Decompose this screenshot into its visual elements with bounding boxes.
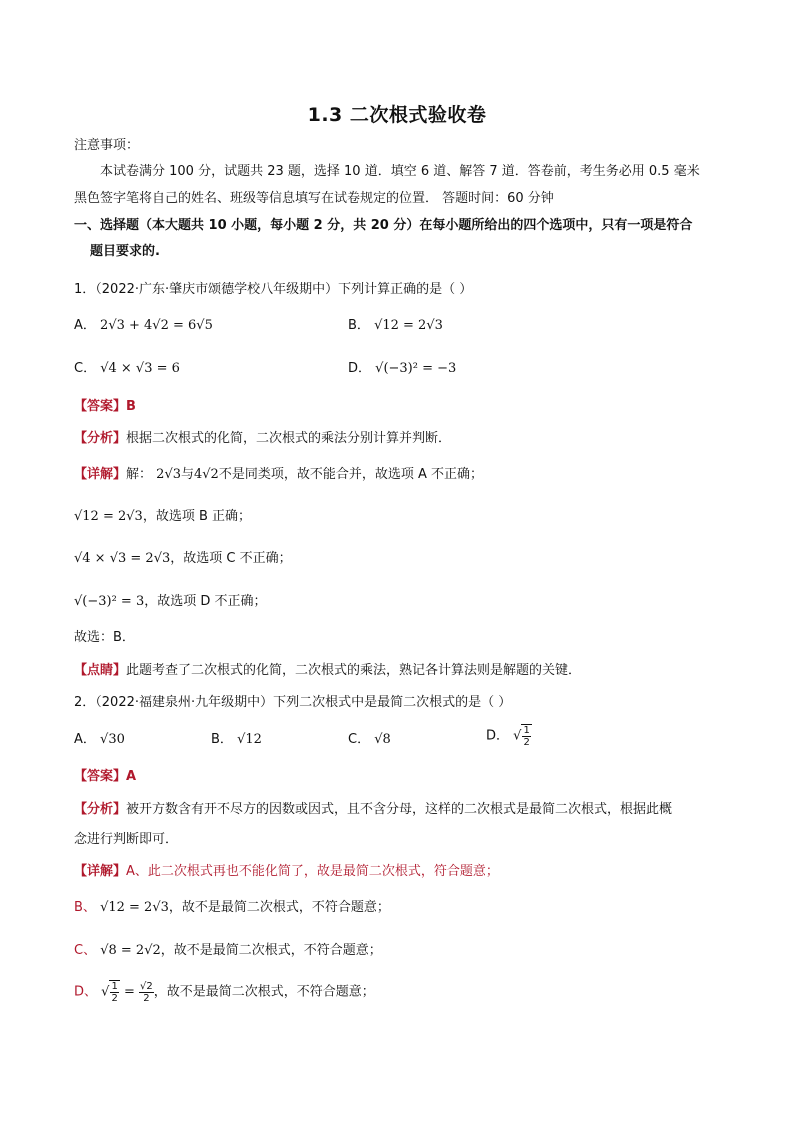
q1-option-a-label: A．	[74, 318, 96, 333]
q2-option-c-label: C．	[348, 732, 371, 747]
fraction-numerator: 1	[523, 725, 530, 736]
q1-analysis	[74, 430, 451, 448]
q1-option-c-expr: √4 × √3 = 6	[100, 361, 180, 376]
answer-tag: 【答案】	[74, 769, 127, 784]
q1-answer-value: B	[126, 399, 136, 414]
q1-choose: 故选：B．	[74, 630, 135, 645]
q1-comment-text: 此题考查了二次根式的化简，二次根式的乘法，熟记各计算法则是解题的关键．	[126, 663, 582, 678]
analysis-tag: 【分析】	[74, 431, 127, 446]
q2-detail-c-post: ，故不是最简二次根式，不符合题意；	[160, 943, 382, 958]
q1-analysis-text: 根据二次根式的化简，二次根式的乘法分别计算并判断．	[126, 431, 452, 446]
q1-option-b-expr: √12 = 2√3	[374, 318, 443, 333]
q2-option-d	[486, 724, 532, 748]
q2-detail-b-post: ，故不是最简二次根式，不符合题意；	[168, 900, 390, 915]
q1-detail-2-math: √12 = 2√3	[74, 509, 143, 524]
q1-detail-4-math: √(−3)² = 3	[74, 594, 145, 609]
q2-option-a-expr: √30	[100, 732, 125, 747]
q1-detail-3-math: √4 × √3 = 2√3	[74, 551, 171, 566]
fraction-numerator: √2	[140, 980, 153, 992]
q2-detail-a	[74, 863, 499, 881]
q2-analysis-line-1	[74, 801, 672, 819]
q2-stem: 2．（2022·福建泉州·九年级期中）下列二次根式中是最简二次根式的是（ ）	[74, 695, 512, 710]
fraction-denominator: 2	[143, 992, 150, 1004]
q2-detail-d-label: D、	[74, 984, 98, 1000]
q1-option-a-expr: 2√3 + 4√2 = 6√5	[100, 318, 213, 333]
q2-option-a-label: A．	[74, 732, 96, 747]
q1-detail-2	[74, 508, 251, 526]
fraction-denominator: 2	[111, 993, 118, 1004]
fraction-denominator: 2	[523, 737, 530, 748]
q1-option-a	[74, 317, 213, 335]
q2-option-b-expr: √12	[237, 732, 262, 747]
q2-detail-b-label: B、	[74, 900, 96, 915]
q1-detail-3	[74, 550, 292, 568]
q1-option-c	[74, 360, 180, 378]
q1-answer	[74, 398, 136, 416]
q2-option-a	[74, 731, 125, 749]
q1-detail-4-post: ，故选项 D 不正确；	[144, 594, 267, 609]
q1-option-d-label: D．	[348, 361, 372, 376]
q1-option-d	[348, 360, 456, 378]
q1-detail-4	[74, 593, 267, 611]
analysis-tag: 【分析】	[74, 802, 127, 817]
q2-detail-d-rhs-fraction	[139, 981, 154, 1004]
notice-line-1: 本试卷满分 100 分，试题共 23 题，选择 10 道．填空 6 道、解答 7 道．答卷前，考生务必用 0.5 毫米	[100, 164, 700, 179]
detail-tag: 【详解】	[74, 467, 127, 482]
q2-detail-d-post: ，故不是最简二次根式，不符合题意；	[153, 984, 375, 1000]
q2-detail-a-text: A、此二次根式再也不能化简了，故是最简二次根式，符合题意；	[126, 864, 499, 879]
q2-detail-c	[74, 942, 382, 960]
q1-comment	[74, 662, 581, 680]
q2-detail-b	[74, 899, 390, 917]
answer-tag: 【答案】	[74, 399, 127, 414]
page-title: 1.3 二次根式验收卷	[307, 104, 487, 126]
q2-option-b-label: B．	[211, 732, 233, 747]
q2-detail-c-math: √8 = 2√2	[100, 943, 161, 958]
q2-answer	[74, 768, 136, 786]
radical-sign: √	[513, 728, 522, 744]
q2-option-b	[211, 731, 262, 749]
radical-sign: √	[101, 984, 110, 1000]
q2-answer-value: A	[126, 769, 137, 784]
q2-detail-c-label: C、	[74, 943, 97, 958]
q1-detail-1-post: 不是同类项，故不能合并，故选项 A 不正确；	[218, 467, 483, 482]
q1-detail-1-math: 2√3与4√2	[156, 467, 219, 482]
q2-option-c-expr: √8	[374, 732, 391, 747]
q1-option-b	[348, 317, 443, 335]
q2-analysis-line-2: 念进行判断即可．	[74, 832, 179, 847]
q2-option-d-label: D．	[486, 728, 510, 744]
notice-heading: 注意事项：	[74, 138, 140, 153]
q1-detail-1-pre: 解：	[126, 467, 153, 482]
q1-detail-2-post: ，故选项 B 正确；	[142, 509, 251, 524]
equals-sign: =	[123, 984, 135, 1000]
q2-detail-d	[74, 980, 375, 1004]
q2-option-d-fraction	[521, 724, 531, 748]
notice-line-2: 黑色签字笔将自己的姓名、班级等信息填写在试卷规定的位置． 答题时间：60 分钟	[74, 191, 554, 206]
q1-option-b-label: B．	[348, 318, 370, 333]
fraction-numerator: 1	[111, 981, 118, 992]
comment-tag: 【点睛】	[74, 663, 127, 678]
q2-detail-b-math: √12 = 2√3	[100, 900, 169, 915]
q1-detail-1	[74, 466, 483, 484]
q2-detail-d-fraction	[109, 980, 119, 1004]
q1-detail-3-post: ，故选项 C 不正确；	[170, 551, 292, 566]
q1-stem: 1．（2022·广东·肇庆市颂德学校八年级期中）下列计算正确的是（ ）	[74, 282, 473, 297]
section-heading-line-2: 题目要求的.	[90, 244, 160, 259]
q1-option-d-expr: √(−3)² = −3	[375, 361, 457, 376]
q1-option-c-label: C．	[74, 361, 97, 376]
q2-analysis-text-1: 被开方数含有开不尽方的因数或因式，且不含分母，这样的二次根式是最简二次根式，根据此概	[126, 802, 673, 817]
detail-tag: 【详解】	[74, 864, 127, 879]
section-heading-line-1: 一、选择题（本大题共 10 小题，每小题 2 分，共 20 分）在每小题所给出的四个选项中，只有一项是符合	[74, 218, 693, 233]
q2-option-c	[348, 731, 391, 749]
